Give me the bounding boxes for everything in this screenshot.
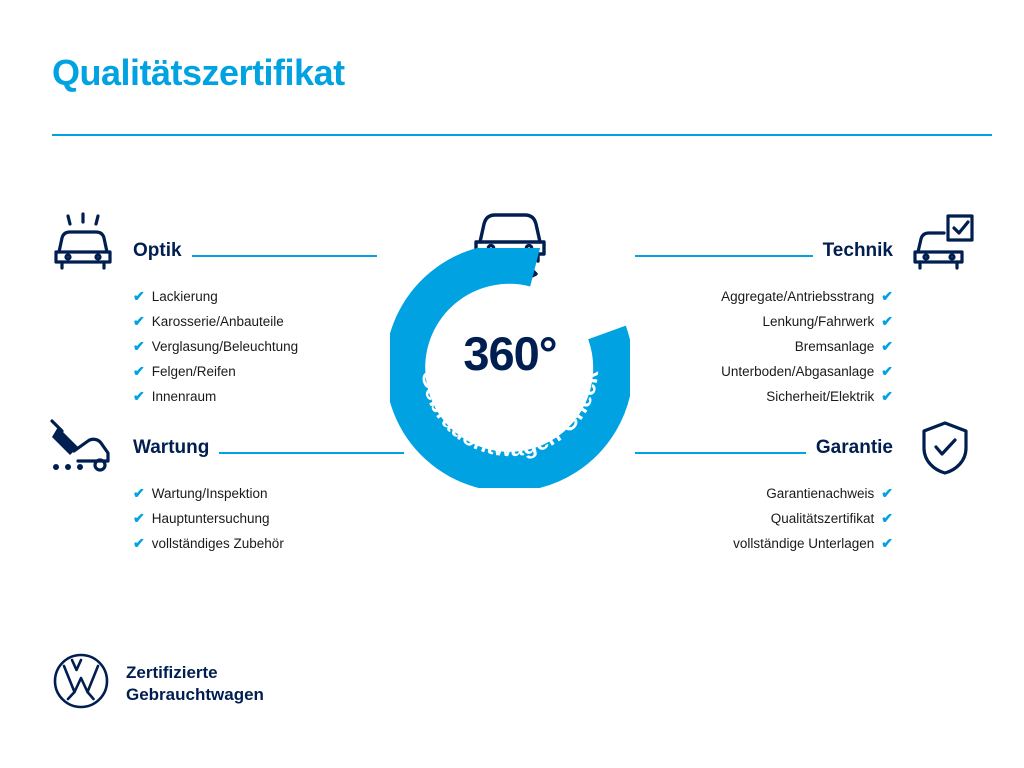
list-item-label: Hauptuntersuchung bbox=[151, 511, 270, 526]
check-icon: ✔ bbox=[133, 363, 145, 379]
section-garantie bbox=[635, 437, 893, 572]
title-divider bbox=[52, 134, 992, 136]
list-item-label: Bremsanlage bbox=[794, 339, 875, 354]
list-item bbox=[133, 531, 404, 556]
page-title: Qualitätszertifikat bbox=[52, 52, 345, 93]
list-item bbox=[635, 506, 893, 531]
section-wartung bbox=[133, 437, 404, 572]
footer-line-1: Zertifizierte bbox=[126, 662, 218, 682]
list-item bbox=[635, 384, 893, 409]
shield-check-icon bbox=[920, 420, 970, 481]
list-item-label: Felgen/Reifen bbox=[151, 364, 236, 379]
list-item bbox=[635, 481, 893, 506]
list-item-label: Karosserie/Anbauteile bbox=[151, 314, 284, 329]
section-optik bbox=[133, 240, 377, 425]
check-icon: ✔ bbox=[881, 535, 893, 551]
section-garantie-divider bbox=[635, 452, 806, 454]
list-item bbox=[133, 481, 404, 506]
list-item bbox=[635, 334, 893, 359]
check-icon: ✔ bbox=[133, 338, 145, 354]
badge-value: 360° bbox=[463, 327, 557, 380]
section-optik-header bbox=[133, 240, 377, 264]
check-icon: ✔ bbox=[881, 313, 893, 329]
list-item-label: Lenkung/Fahrwerk bbox=[762, 314, 875, 329]
check-icon: ✔ bbox=[133, 510, 145, 526]
section-wartung-list bbox=[133, 481, 404, 556]
check-icon: ✔ bbox=[133, 485, 145, 501]
list-item-label: Lackierung bbox=[151, 289, 218, 304]
section-wartung-divider bbox=[219, 452, 404, 454]
list-item bbox=[635, 284, 893, 309]
car-polish-icon bbox=[50, 212, 116, 279]
check-icon: ✔ bbox=[133, 388, 145, 404]
check-icon: ✔ bbox=[881, 288, 893, 304]
list-item bbox=[635, 309, 893, 334]
car-lift-icon bbox=[48, 415, 118, 482]
section-technik-title: Technik bbox=[822, 240, 893, 261]
footer-text bbox=[126, 662, 264, 706]
section-technik-list bbox=[635, 284, 893, 409]
list-item-label: Garantienachweis bbox=[766, 486, 875, 501]
section-wartung-title: Wartung bbox=[133, 437, 210, 458]
footer-brand bbox=[52, 652, 264, 715]
vw-logo-icon bbox=[52, 652, 110, 715]
section-optik-list bbox=[133, 284, 377, 409]
section-technik bbox=[635, 240, 893, 425]
list-item bbox=[133, 506, 404, 531]
car-checklist-icon bbox=[912, 212, 976, 279]
check-icon: ✔ bbox=[133, 313, 145, 329]
check-icon: ✔ bbox=[881, 363, 893, 379]
list-item-label: vollständige Unterlagen bbox=[733, 536, 875, 551]
section-wartung-header bbox=[133, 437, 404, 461]
svg-text:Gebrauchtwagen-Check: Gebrauchtwagen-Check bbox=[416, 368, 604, 462]
list-item bbox=[133, 309, 377, 334]
list-item bbox=[133, 384, 377, 409]
section-optik-title: Optik bbox=[133, 240, 182, 261]
list-item-label: Wartung/Inspektion bbox=[151, 486, 268, 501]
section-garantie-header bbox=[635, 437, 893, 461]
check-icon: ✔ bbox=[881, 485, 893, 501]
list-item bbox=[133, 284, 377, 309]
list-item-label: Verglasung/Beleuchtung bbox=[151, 339, 299, 354]
check-badge bbox=[382, 198, 642, 488]
footer-line-2: Gebrauchtwagen bbox=[126, 684, 264, 704]
section-garantie-title: Garantie bbox=[815, 437, 893, 458]
check-icon: ✔ bbox=[881, 510, 893, 526]
check-icon: ✔ bbox=[133, 288, 145, 304]
list-item-label: Innenraum bbox=[151, 389, 217, 404]
list-item-label: Aggregate/Antriebsstrang bbox=[721, 289, 875, 304]
list-item-label: Sicherheit/Elektrik bbox=[766, 389, 875, 404]
check-icon: ✔ bbox=[881, 388, 893, 404]
list-item bbox=[635, 359, 893, 384]
section-optik-divider bbox=[192, 255, 377, 257]
check-icon: ✔ bbox=[133, 535, 145, 551]
section-technik-header bbox=[635, 240, 893, 264]
list-item-label: vollständiges Zubehör bbox=[151, 536, 284, 551]
list-item bbox=[635, 531, 893, 556]
section-garantie-list bbox=[635, 481, 893, 556]
list-item bbox=[133, 334, 377, 359]
section-technik-divider bbox=[635, 255, 813, 257]
list-item-label: Unterboden/Abgasanlage bbox=[721, 364, 875, 379]
list-item bbox=[133, 359, 377, 384]
check-icon: ✔ bbox=[881, 338, 893, 354]
list-item-label: Qualitätszertifikat bbox=[770, 511, 875, 526]
